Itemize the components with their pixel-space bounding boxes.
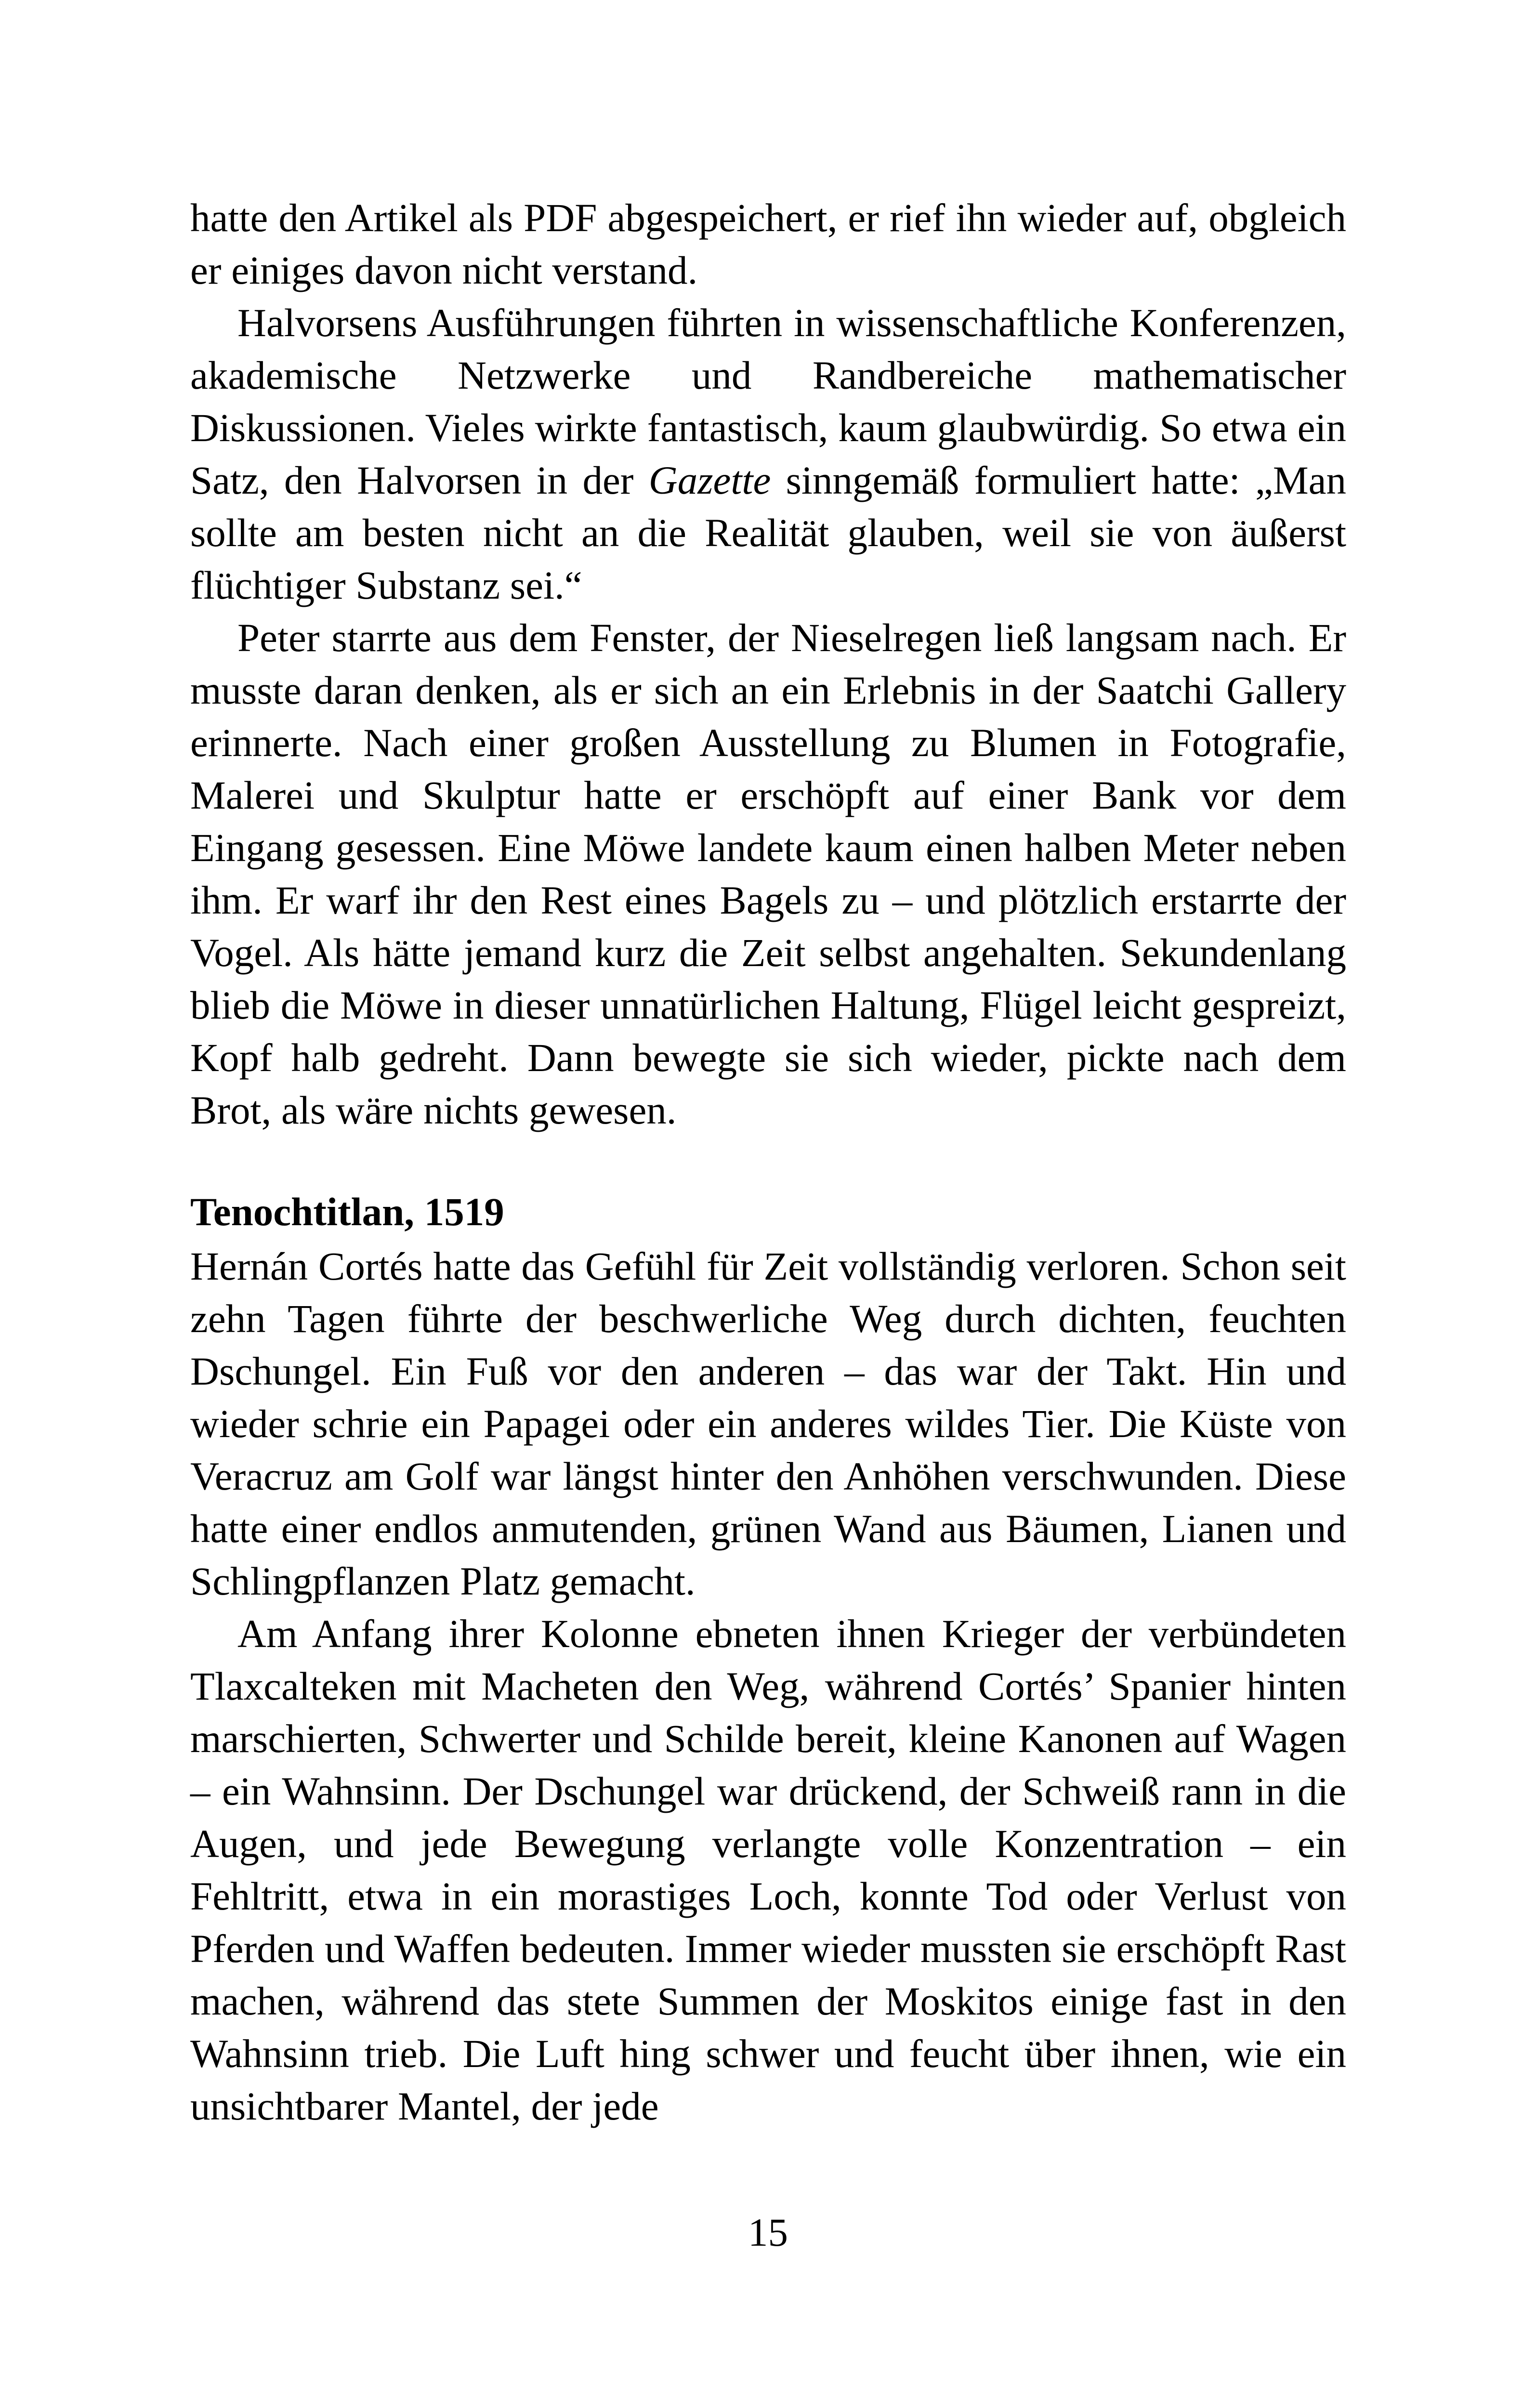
paragraph: hatte den Artikel als PDF abgespeichert, er rief ihn wieder auf, obgleich er einiges davon nicht verstand. (190, 196, 1346, 292)
paragraph: Peter starrte aus dem Fenster, der Nieselregen ließ langsam nach. Er musste daran denken, als er sich an ein Erlebnis in der Saatchi Gallery erinnerte. Nach einer großen Ausstellung zu Blumen in Fotografie, Malerei und Skulptur hatte er erschöpft auf einer Bank vor dem Eingang gesessen. Eine Möwe landete kaum einen halben Meter neben ihm. Er warf ihr den Rest eines Bagels zu – und plötzlich erstarrte der Vogel. Als hätte jemand kurz die Zeit selbst angehalten. Sekundenlang blieb die Möwe in dieser unnatürlichen Haltung, Flügel leicht gespreizt, Kopf halb gedreht. Dann bewegte sie sich wieder, pickte nach dem Brot, als wäre nichts gewesen. (190, 615, 1346, 1132)
paragraph: Am Anfang ihrer Kolonne ebneten ihnen Krieger der verbündeten Tlaxcalteken mit Macheten den Weg, während Cortés’ Spanier hinten marschierten, Schwerter und Schilde bereit, kleine Kanonen auf Wagen – ein Wahnsinn. Der Dschungel war drückend, der Schweiß rann in die Augen, und jede Bewegung verlangte volle Konzentration – ein Fehltritt, etwa in ein morastiges Loch, konnte Tod oder Verlust von Pferden und Waffen bedeuten. Immer wieder mussten sie erschöpft Rast machen, während das stete Summen der Moskitos einige fast in den Wahnsinn trieb. Die Luft hing schwer und feucht über ihnen, wie ein unsichtbarer Mantel, der jede (190, 1611, 1346, 2128)
paragraph (190, 297, 1346, 612)
emphasis-gazette: Gazette (648, 458, 771, 502)
page-number: 15 (748, 2210, 788, 2254)
page-body (190, 192, 1346, 2133)
section-heading: Tenochtitlan, 1519 (190, 1190, 504, 1234)
paragraph-text: sinngemäß formuliert hatte: „Man sollte am besten nicht an die Realität glauben, weil sie von äußerst flüchtiger Substanz sei.“ (190, 458, 1347, 607)
paragraph-text: Halvorsens Ausführungen führten in wissenschaftliche Konferenzen, akademische Netzwerke und Randbereiche mathematischer Diskussionen. Vieles wirkte fantastisch, kaum glaubwürdig. So etwa ein Satz, den Halvorsen in der (190, 301, 1346, 502)
paragraph: Hernán Cortés hatte das Gefühl für Zeit vollständig verloren. Schon seit zehn Tagen führte der beschwerliche Weg durch dichten, feuchten Dschungel. Ein Fuß vor den anderen – das war der Takt. Hin und wieder schrie ein Papagei oder ein anderes wildes Tier. Die Küste von Veracruz am Golf war längst hinter den Anhöhen verschwunden. Diese hatte einer endlos anmutenden, grünen Wand aus Bäumen, Lianen und Schlingpflanzen Platz gemacht. (190, 1244, 1346, 1603)
